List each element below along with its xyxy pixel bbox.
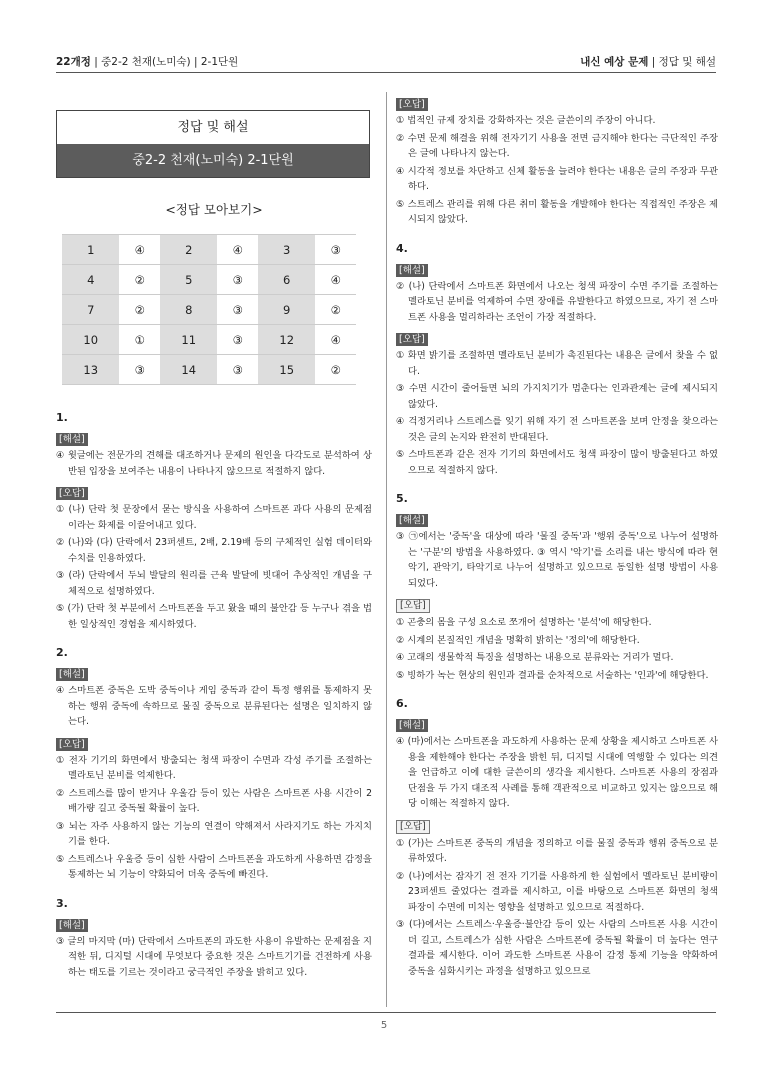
question-number-cell: 9 [258, 295, 315, 325]
explanation-text: ⑤ 스트레스 관리를 위해 다른 취미 활동을 개발해야 한다는 직접적인 주장은 제시되지 않았다. [396, 198, 718, 225]
explanation-text: ② 시계의 본질적인 개념을 명확히 밝히는 '정의'에 해당한다. [396, 634, 640, 646]
explanation-section [396, 697, 718, 979]
wrong-answer-tag: [오답] [396, 820, 430, 834]
question-number: 6. [396, 697, 408, 710]
explanation-text: ③ (라) 단락에서 두뇌 발달의 원리를 근육 발달에 빗대어 추상적인 개념을 구체적으로 설명하였다. [56, 570, 372, 597]
question-number: 4. [396, 241, 408, 255]
title-box [56, 110, 370, 178]
explanation-text: ③ 수면 시간이 줄어들면 뇌의 가지치기가 멈춘다는 인과관계는 글에 제시되지 않았다. [396, 383, 718, 410]
footer-rule [56, 1012, 716, 1013]
answer-cell: ④ [119, 235, 160, 265]
explanation-tag: [해설] [396, 719, 428, 732]
wrong-answer-tag: [오답] [396, 599, 430, 613]
explanation-text: ④ 시각적 정보를 차단하고 신체 활동을 늘려야 한다는 내용은 글의 주장과 무관하다. [396, 165, 718, 192]
answer-row [62, 235, 356, 265]
question-number-cell: 1 [62, 235, 119, 265]
answer-cell: ③ [217, 325, 258, 355]
question-number-cell: 13 [62, 355, 119, 385]
page-number: 5 [380, 1020, 388, 1031]
page-header [56, 50, 716, 72]
explanation-text: ② 수면 문제 해결을 위해 전자기기 사용을 전면 금지해야 한다는 극단적인 주장은 글에 나타나지 않는다. [396, 132, 718, 159]
explanation-section [396, 92, 718, 228]
question-number-cell: 14 [160, 355, 217, 385]
question-number-cell: 11 [160, 325, 217, 355]
left-sections [56, 411, 372, 980]
explanation-text: ③ 글의 마지막 (마) 단락에서 스마트폰의 과도한 사용이 유발하는 문제점을 지적한 뒤, 디지털 시대에 무엇보다 중요한 것은 스마트기기를 건전하게 사용하는 태도를 기르는 것이라고 궁극적인 주장을 밝히고 있다. [56, 935, 372, 978]
explanation-text: ① 법적인 규제 장치를 강화하자는 것은 글쓴이의 주장이 아니다. [396, 115, 656, 126]
explanation-section [56, 897, 372, 981]
header-rule [56, 72, 716, 73]
explanation-text: ④ 윗글에는 전문가의 견해를 대조하거나 문제의 원인을 다각도로 분석하여 상반된 입장을 보여주는 내용이 나타나지 않으므로 적절하지 않다. [56, 450, 372, 477]
answer-cell: ② [119, 295, 160, 325]
question-number-cell: 3 [258, 235, 315, 265]
explanation-tag: [해설] [396, 264, 428, 277]
question-number: 1. [56, 411, 68, 424]
explanation-text: ① 화면 밝기를 조절하면 멜라토닌 분비가 촉진된다는 내용은 글에서 찾을 수 없다. [396, 350, 718, 377]
question-number-cell: 2 [160, 235, 217, 265]
answer-cell: ② [119, 265, 160, 295]
explanation-tag: [해설] [56, 919, 88, 932]
explanation-text: ⑤ 스트레스나 우울증 등이 심한 사람이 스마트폰을 과도하게 사용하면 감정을 통제하는 뇌 기능이 약화되어 더욱 중독에 빠진다. [56, 853, 372, 880]
answer-cell: ④ [315, 325, 356, 355]
title-top: 정답 및 해설 [57, 111, 369, 144]
explanation-text: ⑤ 스마트폰과 같은 전자 기기의 화면에서도 청색 파장이 많이 방출된다고 하였으므로 적절하지 않다. [396, 449, 718, 476]
explanation-section [396, 492, 718, 683]
answer-cell: ② [315, 355, 356, 385]
wrong-answer-tag: [오답] [396, 98, 428, 111]
wrong-answer-tag: [오답] [56, 738, 88, 751]
column-divider [386, 92, 387, 1007]
question-number-cell: 6 [258, 265, 315, 295]
answer-cell: ② [315, 295, 356, 325]
answer-row [62, 295, 356, 325]
explanation-text: ④ 고래의 생물학적 특징을 설명하는 내용으로 분류와는 거리가 멀다. [396, 652, 674, 663]
explanation-tag: [해설] [56, 668, 88, 681]
answer-row [62, 325, 356, 355]
explanation-text: ④ (마)에서는 스마트폰을 과도하게 사용하는 문제 상황을 제시하고 스마트폰 사용을 제한해야 한다는 주장을 밝힌 뒤, 디지털 시대에 역행할 수 있다는 의견을 언급하고 이에 대한 글쓴이의 생각을 제시한다. 스마트폰 사용의 장점과 단점을 두 가지 대조적 사례를 통해 객관적으로 비교하고 있지는 않으므로 해당 이해는 적절하지 않다. [396, 736, 718, 809]
answer-row [62, 355, 356, 385]
explanation-text: ③ (다)에서는 스트레스·우울증·불안감 등이 있는 사람의 스마트폰 사용 시간이 더 길고, 스트레스가 심한 사람은 스마트폰에 중독될 확률이 더 높다는 연구 결과를 제시한다. 이어 과도한 스마트폰 사용이 감정 통제 기능을 약화하여 중독을 심화시키는 과정을 설명하고 있으므로 [396, 919, 718, 977]
explanation-section [56, 646, 372, 883]
explanation-section [396, 242, 718, 479]
explanation-text: ⑤ 빙하가 녹는 현상의 원인과 결과를 순차적으로 서술하는 '인과'에 해당한다. [396, 669, 709, 681]
answer-cell: ④ [315, 265, 356, 295]
answer-cell: ③ [217, 265, 258, 295]
explanation-text: ④ 스마트폰 중독은 도박 중독이나 게임 중독과 같이 특정 행위를 통제하지 못하는 행위 중독에 속하므로 물질 중독으로 분류된다는 설명은 일치하지 않는다. [56, 685, 372, 727]
explanation-tag: [해설] [396, 514, 428, 527]
answer-row [62, 265, 356, 295]
left-column [56, 96, 372, 982]
explanation-text: ① 곤충의 몸을 구성 요소로 쪼개어 설명하는 '분석'에 해당한다. [396, 617, 652, 628]
wrong-answer-tag: [오답] [56, 487, 88, 500]
explanation-text: ③ ㉠에서는 '중독'을 대상에 따라 '물질 중독'과 '행위 중독'으로 나누어 설명하는 '구분'의 방법을 사용하였다. ③ 역시 '악기'를 소리를 내는 방식에 따라 현악기, 관악기, 타악기로 나누어 설명하고 있으므로 동일한 설명 방법이 사용되었다. [396, 531, 718, 589]
explanation-text: ④ 걱정거리나 스트레스를 잊기 위해 자기 전 스마트폰을 보며 안정을 찾으라는 것은 글의 논지와 완전히 반대된다. [396, 416, 718, 443]
explanation-text: ② (나)에서는 잠자기 전 전자 기기를 사용하게 한 실험에서 멜라토닌 분비량이 23퍼센트 줄었다는 결과를 제시하고, 이를 바탕으로 스마트폰 화면의 청색 파장이 수면에 미치는 영향을 설명하고 있으므로 적절하다. [396, 870, 718, 913]
explanation-tag: [해설] [56, 433, 88, 446]
answer-cell: ③ [315, 235, 356, 265]
explanation-text: ① 전자 기기의 화면에서 방출되는 청색 파장이 수면과 각성 주기를 조절하는 멜라토닌 분비를 억제한다. [56, 754, 372, 781]
explanation-section [56, 411, 372, 632]
explanation-text: ② (나) 단락에서 스마트폰 화면에서 나오는 청색 파장이 수면 주기를 조절하는 멜라토닌 분비를 억제하여 수면 장애를 유발한다고 하였으므로, 자기 전 스마트폰 사용을 멀리하라는 조언이 가장 적절하다. [396, 280, 718, 323]
explanation-text: ③ 뇌는 자주 사용하지 않는 기능의 연결이 약해져서 사라지기도 하는 가지치기를 한다. [56, 820, 372, 847]
question-number-cell: 10 [62, 325, 119, 355]
answer-table [62, 234, 356, 385]
explanation-text: ① (가)는 스마트폰 중독의 개념을 정의하고 이를 물질 중독과 행위 중독으로 분류하였다. [396, 837, 718, 864]
question-number-cell: 4 [62, 265, 119, 295]
header-course-info: 22개정 | 중2-2 천재(노미숙) | 2-1단원 [56, 56, 239, 68]
wrong-answer-tag: [오답] [396, 333, 428, 346]
answer-cell: ③ [119, 355, 160, 385]
answer-summary-title: <정답 모아보기> [165, 202, 263, 217]
header-section-info: 내신 예상 문제 | 정답 및 해설 [580, 56, 716, 68]
explanation-text: ① (나) 단락 첫 문장에서 묻는 방식을 사용하여 스마트폰 과다 사용의 문제점이라는 화제를 이끌어내고 있다. [56, 504, 372, 531]
title-bottom: 중2-2 천재(노미숙) 2-1단원 [57, 144, 369, 177]
answer-cell: ④ [217, 235, 258, 265]
question-number: 2. [56, 646, 68, 659]
question-number-cell: 8 [160, 295, 217, 325]
question-number: 5. [396, 492, 408, 505]
explanation-text: ⑤ (가) 단락 첫 부분에서 스마트폰을 두고 왔을 때의 불안감 등 누구나 겪을 법한 일상적인 경험을 제시하였다. [56, 603, 372, 630]
explanation-text: ② 스트레스를 많이 받거나 우울감 등이 있는 사람은 스마트폰 사용 시간이 2배가량 길고 중독될 확률이 높다. [56, 787, 372, 814]
question-number-cell: 12 [258, 325, 315, 355]
question-number: 3. [56, 896, 68, 910]
answer-cell: ③ [217, 295, 258, 325]
question-number-cell: 5 [160, 265, 217, 295]
answer-cell: ① [119, 325, 160, 355]
explanation-text: ② (나)와 (다) 단락에서 23퍼센트, 2배, 2.19배 등의 구체적인 실험 데이터와 수치를 인용하였다. [56, 537, 372, 564]
answer-cell: ③ [217, 355, 258, 385]
question-number-cell: 15 [258, 355, 315, 385]
question-number-cell: 7 [62, 295, 119, 325]
right-column [396, 92, 718, 981]
right-sections [396, 92, 718, 979]
